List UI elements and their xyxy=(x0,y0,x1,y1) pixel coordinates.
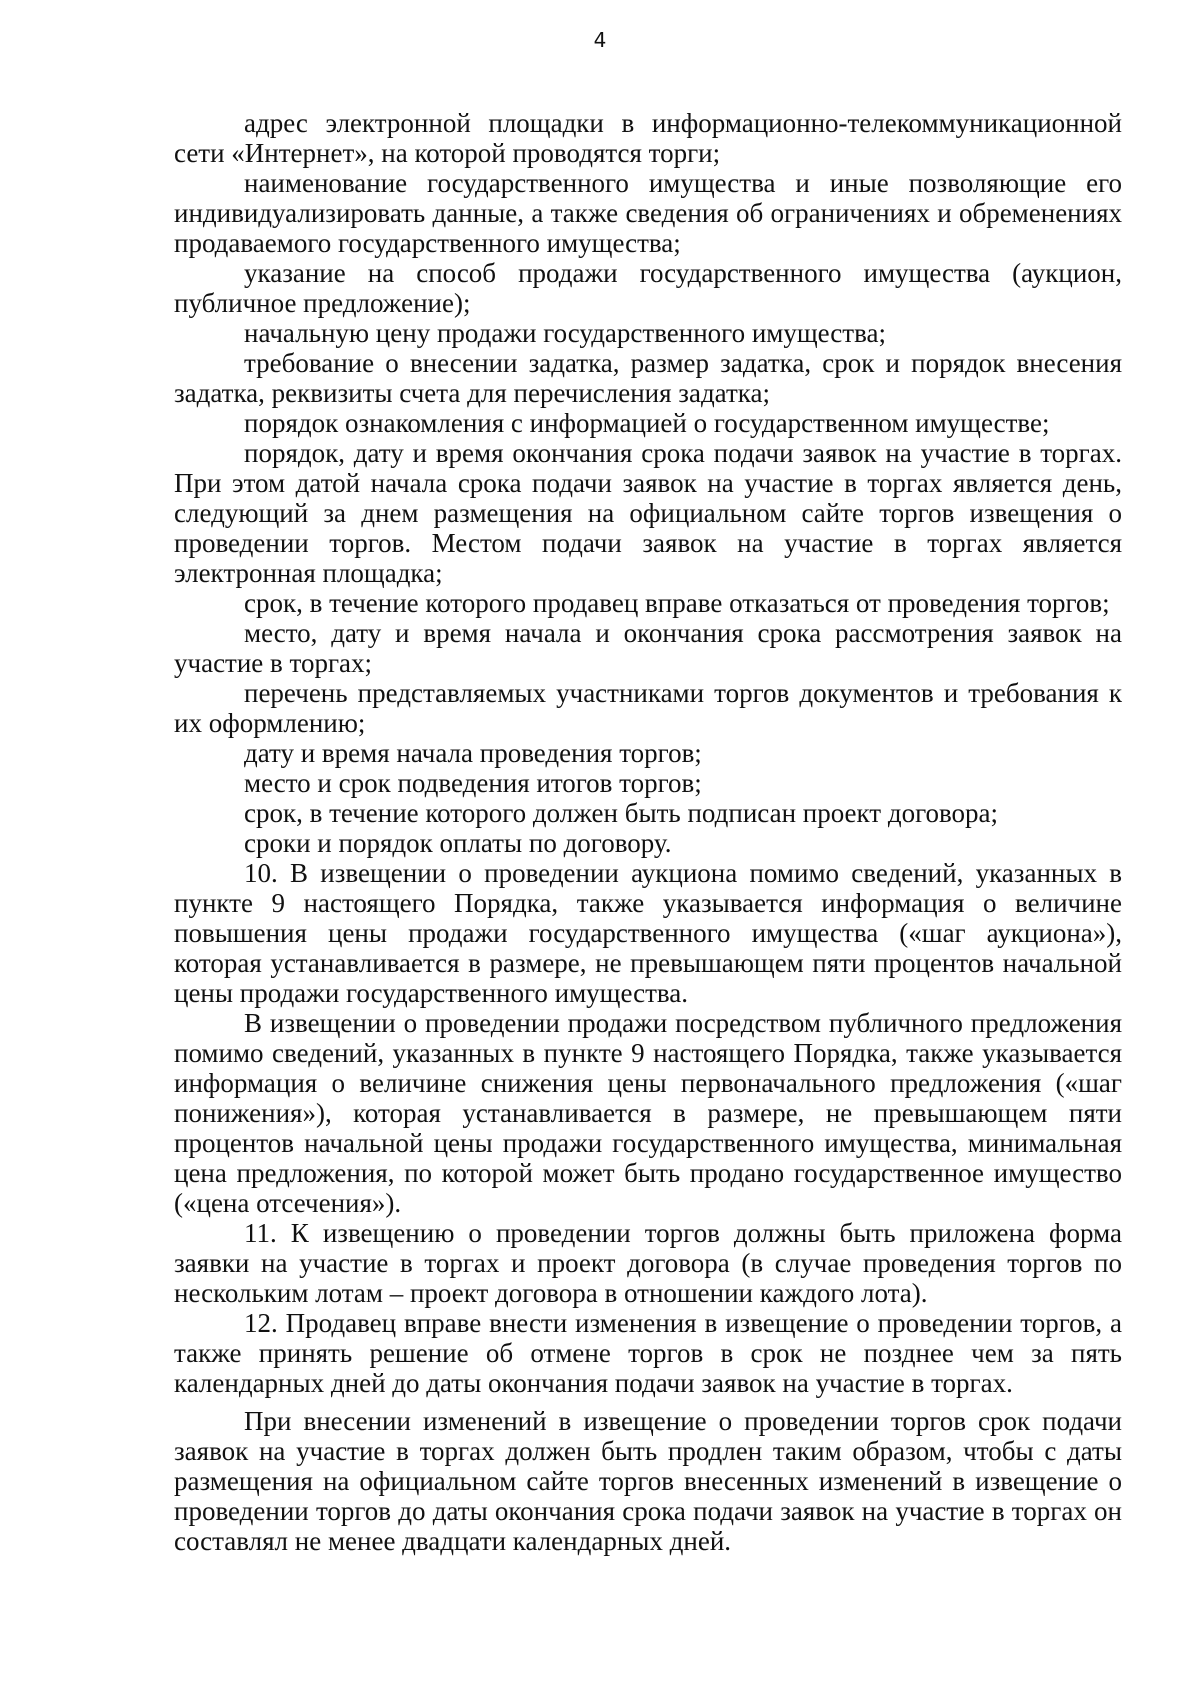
page-number: 4 xyxy=(593,28,607,52)
paragraph: указание на способ продажи государственного имущества (аукцион, публичное предложение); xyxy=(174,258,1122,318)
paragraph: перечень представляемых участниками торгов документов и требования к их оформлению; xyxy=(174,678,1122,738)
paragraph: порядок ознакомления с информацией о государственном имуществе; xyxy=(244,408,1050,438)
paragraph: порядок, дату и время окончания срока подачи заявок на участие в торгах. При этом датой начала срока подачи заявок на участие в торгах является день, следующий за днем размещения на официальном сайте торгов извещения о проведении торгов. Местом подачи заявок на участие в торгах является электронная площадка; xyxy=(174,438,1122,588)
paragraph: срок, в течение которого должен быть подписан проект договора; xyxy=(244,798,999,828)
clause-10-paragraph: 10. В извещении о проведении аукциона помимо сведений, указанных в пункте 9 настоящего Порядка, также указывается информация о величине повышения цены продажи государственного имущества («шаг аукциона»), которая устанавливается в размере, не превышающем пяти процентов начальной цены продажи государственного имущества. xyxy=(174,858,1122,1008)
clause-11-paragraph: 11. К извещению о проведении торгов должны быть приложена форма заявки на участие в торгах и проект договора (в случае проведения торгов по нескольким лотам – проект договора в отношении каждого лота). xyxy=(174,1218,1122,1308)
document-body xyxy=(174,108,1122,1556)
paragraph: место и срок подведения итогов торгов; xyxy=(244,768,702,798)
paragraph: срок, в течение которого продавец вправе отказаться от проведения торгов; xyxy=(244,588,1110,618)
paragraph: наименование государственного имущества и иные позволяющие его индивидуализировать данные, а также сведения об ограничениях и обременениях продаваемого государственного имущества; xyxy=(174,168,1122,258)
paragraph: При внесении изменений в извещение о проведении торгов срок подачи заявок на участие в торгах должен быть продлен таким образом, чтобы с даты размещения на официальном сайте торгов внесенных изменений в извещение о проведении торгов до даты окончания срока подачи заявок на участие в торгах он составлял не менее двадцати календарных дней. xyxy=(174,1406,1122,1556)
paragraph: требование о внесении задатка, размер задатка, срок и порядок внесения задатка, реквизиты счета для перечисления задатка; xyxy=(174,348,1122,408)
paragraph: В извещении о проведении продажи посредством публичного предложения помимо сведений, указанных в пункте 9 настоящего Порядка, также указывается информация о величине снижения цены первоначального предложения («шаг понижения»), которая устанавливается в размере, не превышающем пяти процентов начальной цены продажи государственного имущества, минимальная цена предложения, по которой может быть продано государственное имущество («цена отсечения»). xyxy=(174,1008,1122,1218)
paragraph: сроки и порядок оплаты по договору. xyxy=(244,828,672,858)
paragraph: адрес электронной площадки в информационно-телекоммуникационной сети «Интернет», на которой проводятся торги; xyxy=(174,108,1122,168)
paragraph: место, дату и время начала и окончания срока рассмотрения заявок на участие в торгах; xyxy=(174,618,1122,678)
clause-12-paragraph: 12. Продавец вправе внести изменения в извещение о проведении торгов, а также принять решение об отмене торгов в срок не позднее чем за пять календарных дней до даты окончания подачи заявок на участие в торгах. xyxy=(174,1308,1122,1398)
paragraph: дату и время начала проведения торгов; xyxy=(244,738,702,768)
paragraph: начальную цену продажи государственного имущества; xyxy=(244,318,886,348)
